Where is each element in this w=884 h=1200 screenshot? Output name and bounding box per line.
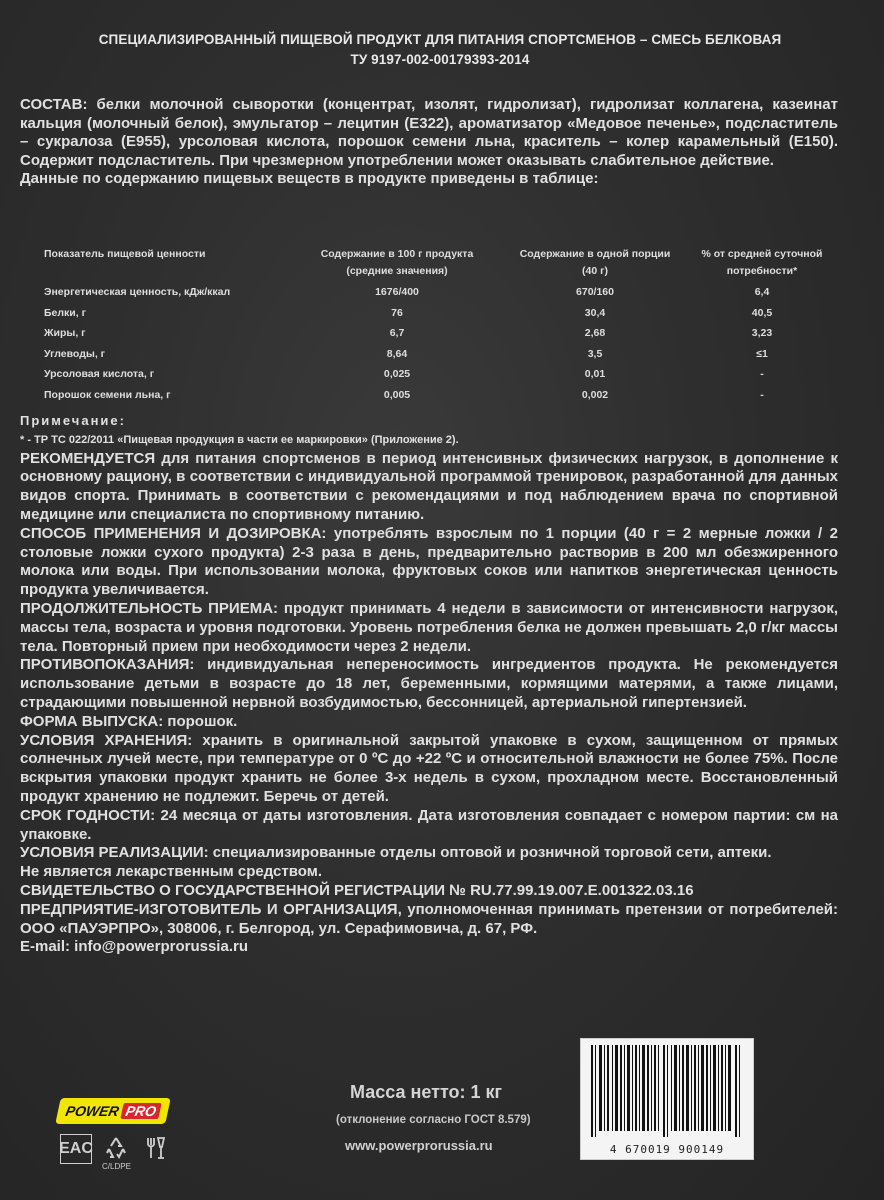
form-paragraph <box>20 713 838 732</box>
nutrition-header-row <box>40 244 830 282</box>
col-header-pct-sub: потребности* <box>726 265 798 277</box>
storage-paragraph <box>20 732 838 807</box>
composition-text: белки молочной сыворотки (концентрат, изолят, гидролизат), гидролизат коллагена, казеинат кальция (молочный белок), эмульгатор – лецитин (Е322), ароматизатор «Медовое печенье», подсластитель – сукралоза (Е955), урсоловая кислота, порошок семени льна, краситель – колер карамельный (Е150). Содержит подсластитель. При чрезмерном употреблении может оказывать слабительное действие. <box>20 96 838 169</box>
logo-pro: PRO <box>120 1103 162 1119</box>
cell-portion: 2,68 <box>584 327 606 339</box>
col-header-indicator: Показатель пищевой ценности <box>44 248 206 260</box>
note-title: Примечание: <box>20 413 126 428</box>
cell-pct: - <box>760 368 764 380</box>
composition-block <box>20 96 838 189</box>
food-grade-icon <box>141 1134 169 1162</box>
table-row <box>40 344 830 365</box>
cell-name: Углеводы, г <box>44 347 106 360</box>
duration-label: ПРОДОЛЖИТЕЛЬНОСТЬ ПРИЕМА: <box>20 599 279 617</box>
cell-portion: 3,5 <box>587 347 603 360</box>
cell-pct: 3,23 <box>751 327 773 339</box>
cell-name: Энергетическая ценность, кДж/ккал <box>44 286 231 298</box>
recycle-icon <box>102 1134 130 1162</box>
net-mass: Масса нетто: 1 кг <box>350 1082 503 1102</box>
col-header-portion-sub: (40 г) <box>582 265 608 277</box>
usage-paragraph <box>20 525 838 600</box>
col-header-portion <box>496 244 694 282</box>
cell-per100: 6,7 <box>389 327 405 339</box>
cell-name: Порошок семени льна, г <box>44 388 171 401</box>
email: E-mail: info@powerprorussia.ru <box>20 938 248 956</box>
cell-name: Белки, г <box>44 306 86 319</box>
barcode-number: 4 670019 900149 <box>609 1143 725 1156</box>
cell-per100: 8,64 <box>386 347 408 360</box>
table-row <box>40 385 830 406</box>
cell-per100: 0,025 <box>383 368 411 380</box>
table-row <box>40 323 830 344</box>
cell-pct: 6,4 <box>754 286 770 298</box>
brand-logo <box>55 1098 171 1124</box>
table-intro: Данные по содержанию пищевых веществ в продукте приведены в таблице: <box>20 170 599 188</box>
eac-icon: EAC <box>60 1134 92 1164</box>
duration-text: продукт принимать 4 недели в зависимости от интенсивности нагрузок, массы тела, возраста и уровня подготовки. Уровень потребления белка не должен превышать 2,0 г/кг массы тела. Повторный прием при необходимости через 2 недели. <box>20 599 839 655</box>
table-row <box>40 303 830 324</box>
barcode <box>580 1038 754 1160</box>
composition-paragraph <box>20 96 838 170</box>
recycle-group <box>102 1134 131 1171</box>
form-label: ФОРМА ВЫПУСКА: <box>20 712 164 730</box>
sale-label: УСЛОВИЯ РЕАЛИЗАЦИИ: <box>20 844 209 862</box>
table-row <box>40 282 830 303</box>
table-row <box>40 364 830 385</box>
col-header-portion-title: Содержание в одной порции <box>519 248 671 260</box>
tu-code: ТУ 9197-002-00179393-2014 <box>350 52 530 67</box>
usage-label: СПОСОБ ПРИМЕНЕНИЯ И ДОЗИРОВКА: <box>20 524 327 542</box>
cell-portion: 0,002 <box>581 388 609 401</box>
product-type: СПЕЦИАЛИЗИРОВАННЫЙ ПИЩЕВОЙ ПРОДУКТ ДЛЯ ПИТАНИЯ СПОРТСМЕНОВ – СМЕСЬ БЕЛКОВАЯ <box>98 32 782 47</box>
certificate: СВИДЕТЕЛЬСТВО О ГОСУДАРСТВЕННОЙ РЕГИСТРАЦИИ № RU.77.99.19.007.Е.001322.03.16 <box>20 881 694 899</box>
net-mass-note: (отклонение согласно ГОСТ 8.579) <box>336 1114 531 1126</box>
cell-portion: 0,01 <box>584 368 606 380</box>
shelf-text: 24 месяца от даты изготовления. Дата изготовления совпадает с номером партии: см на упаковке. <box>20 806 838 843</box>
website: www.powerprorussia.ru <box>345 1138 493 1153</box>
cell-per100: 76 <box>391 306 403 319</box>
col-header-per100 <box>298 244 496 282</box>
contra-label: ПРОТИВОПОКАЗАНИЯ: <box>20 656 195 674</box>
instructions-block <box>20 412 838 957</box>
logo-power: POWER <box>64 1103 121 1119</box>
recommended-paragraph <box>20 450 838 525</box>
sale-text: специализированные отделы оптовой и розничной торговой сети, аптеки. <box>212 844 772 862</box>
contra-text: индивидуальная непереносимость ингредиентов продукта. Не рекомендуется использование детьми в возрасте до 18 лет, беременными, кормящими матерями, а также лицами, страдающими повышенной нервной возбудимостью, бессонницей, артериальной гипертензией. <box>20 656 838 711</box>
cell-name: Жиры, г <box>44 327 86 339</box>
sale-paragraph <box>20 844 838 863</box>
cell-pct: - <box>760 388 764 401</box>
col-header-per100-sub: (средние значения) <box>346 265 448 277</box>
form-text: порошок. <box>167 712 238 730</box>
cell-per100: 0,005 <box>383 388 411 401</box>
col-header-pct-title: % от средней суточной <box>701 248 823 260</box>
footnote: * - ТР ТС 022/2011 «Пищевая продукция в части ее маркировки» (Приложение 2). <box>20 433 459 446</box>
cell-pct: 40,5 <box>751 306 773 319</box>
maker-label: ПРЕДПРИЯТИЕ-ИЗГОТОВИТЕЛЬ И ОРГАНИЗАЦИЯ, <box>20 900 402 918</box>
duration-paragraph <box>20 600 838 656</box>
storage-text: хранить в оригинальной закрытой упаковке в сухом, защищенном от прямых солнечных лучей месте, при температуре от 0 ºС до +22 ºС и относительной влажности не более 75%. После вскрытия упаковки продукт хранить не более 3-х недель в сухом, прохладном месте. Восстановленный продукт хранению не подлежит. Беречь от детей. <box>20 731 838 805</box>
header <box>40 30 840 70</box>
storage-label: УСЛОВИЯ ХРАНЕНИЯ: <box>20 731 193 749</box>
recycle-label: C/LDPE <box>102 1162 131 1171</box>
shelf-label: СРОК ГОДНОСТИ: <box>20 806 156 824</box>
cell-name: Урсоловая кислота, г <box>44 368 155 380</box>
composition-label: СОСТАВ: <box>20 96 88 113</box>
col-header-per100-title: Содержание в 100 г продукта <box>320 248 474 260</box>
contra-paragraph <box>20 656 838 712</box>
shelf-paragraph <box>20 807 838 845</box>
recommended-text: для питания спортсменов в период интенсивных физических нагрузок, в дополнение к основному рациону, в соответствии с индивидуальной программой тренировок, разработанной для данных видов спорта. Принимать в соответствии с рекомендациями и под наблюдением врача по спортивной медицине или специалиста по спортивному питанию. <box>20 449 838 523</box>
cell-per100: 1676/400 <box>375 286 419 298</box>
barcode-bars-icon <box>587 1045 747 1137</box>
not-drug: Не является лекарственным средством. <box>20 863 322 881</box>
maker-paragraph <box>20 901 838 939</box>
cell-pct: ≤1 <box>756 347 768 360</box>
nutrition-table <box>40 244 830 405</box>
cell-portion: 30,4 <box>584 306 606 319</box>
usage-text: употреблять взрослым по 1 порции (40 г = 2 мерные ложки / 2 столовые ложки сухого продукта) 2-3 раза в день, предварительно растворив в 200 мл обезжиренного молока или воды. При использовании молока, фруктовых соков или напитков энергетическая ценность продукта увеличивается. <box>20 524 838 599</box>
cell-portion: 670/160 <box>576 286 614 298</box>
maker-text: уполномоченная принимать претензии от потребителей: ООО «ПАУЭРПРО», 308006, г. Белгород, ул. Серафимовича, д. 67, РФ. <box>20 900 839 937</box>
recommended-label: РЕКОМЕНДУЕТСЯ <box>20 449 156 467</box>
col-header-pct <box>694 244 830 282</box>
certification-icons <box>60 1134 169 1171</box>
